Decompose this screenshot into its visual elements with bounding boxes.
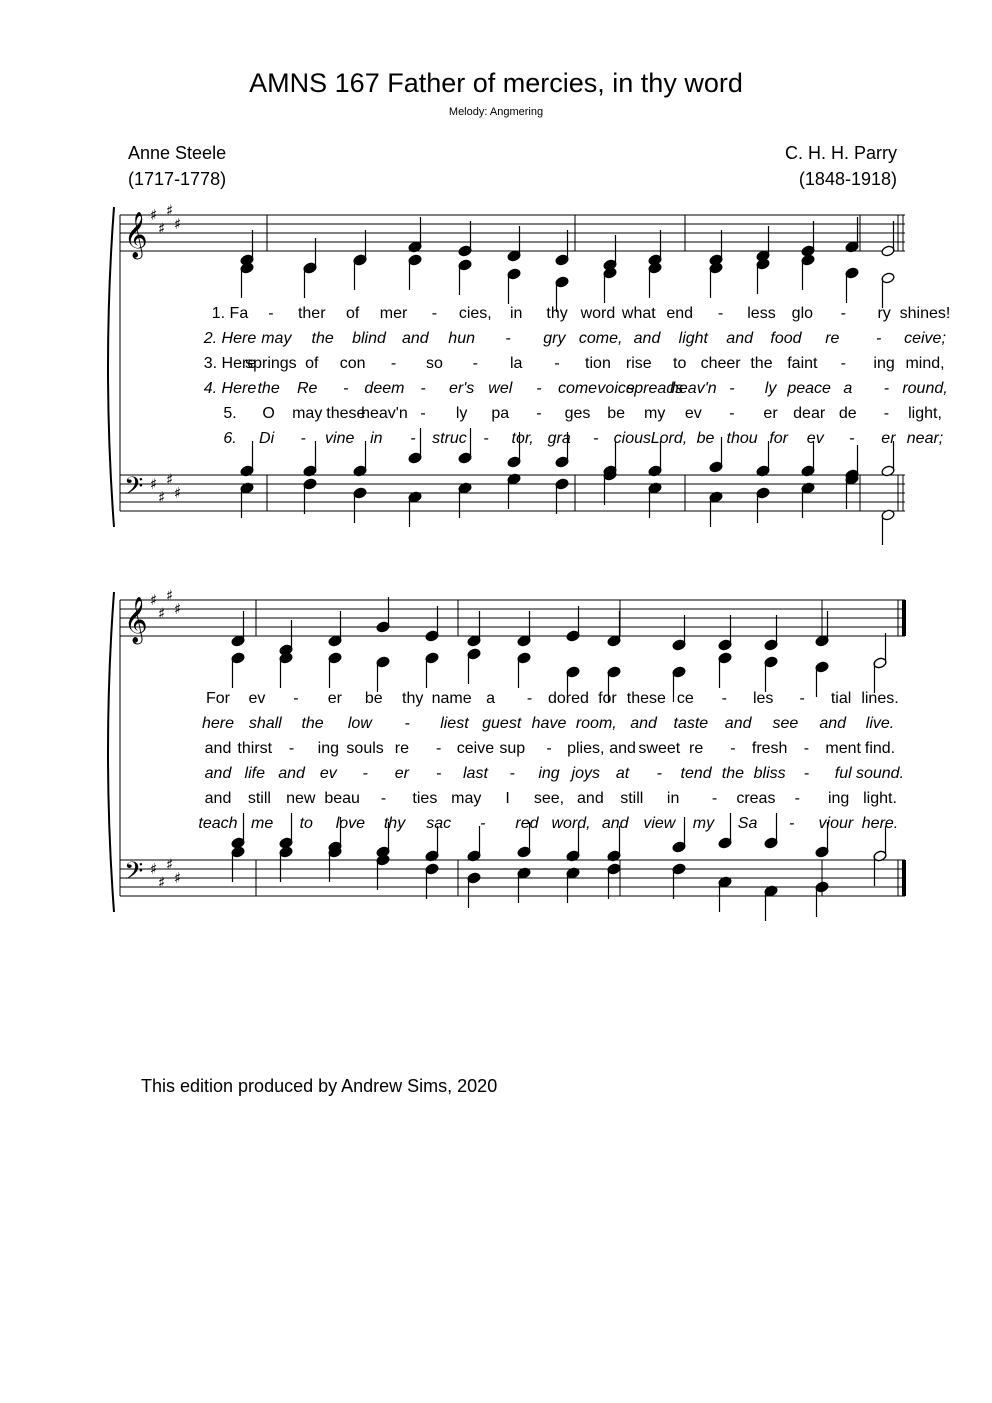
lyric-syllable: -: [404, 715, 410, 732]
lyric-syllable: be: [607, 405, 626, 422]
lyric-syllable: -: [721, 690, 727, 707]
lyric-syllable: con: [339, 355, 366, 372]
lyric-syllable: 3. Here: [203, 355, 257, 372]
lyric-syllable: love: [335, 815, 366, 832]
lyric-syllable: -: [593, 430, 599, 447]
lyric-syllable: thy: [402, 690, 424, 707]
lyric-syllable: view: [643, 815, 676, 832]
lyric-syllable: blind: [352, 330, 386, 347]
lyric-syllable: -: [799, 690, 805, 707]
lyric-syllable: dored: [548, 690, 589, 707]
lyric-syllable: taste: [673, 715, 709, 732]
author-dates: (1717-1778): [128, 169, 227, 189]
lyric-syllable: re: [394, 740, 409, 757]
lyric-syllable: room,: [575, 715, 617, 732]
verse-line-1: [110, 305, 951, 327]
composer-name: C. H. H. Parry: [784, 143, 897, 163]
composer-dates: (1848-1918): [798, 169, 897, 189]
lyric-syllable: tion: [585, 355, 611, 372]
lyric-syllable: round,: [902, 380, 948, 397]
lyric-syllable: thy: [383, 815, 406, 832]
lyric-syllable: me: [251, 815, 274, 832]
lyric-syllable: heav'n: [670, 380, 717, 397]
lyric-syllable: light,: [908, 405, 942, 422]
lyric-syllable: ties: [412, 790, 438, 807]
lyric-syllable: in: [666, 790, 680, 807]
edition-credit: This edition produced by Andrew Sims, 2020: [141, 1076, 498, 1096]
lyric-syllable: may: [292, 405, 323, 422]
verse-line-3: [110, 740, 910, 762]
lyric-syllable: er: [763, 405, 778, 422]
verse-line-6: [110, 430, 944, 452]
lyric-syllable: these: [326, 405, 366, 422]
lyric-syllable: -: [268, 305, 274, 322]
lyric-syllable: to: [299, 815, 313, 832]
verse-line-2: [110, 715, 910, 737]
lyric-syllable: 2. Here: [203, 330, 257, 347]
lyric-syllable: mer: [379, 305, 408, 322]
lyric-syllable: Di: [259, 430, 275, 447]
lyric-syllable: hun: [448, 330, 476, 347]
lyric-syllable: what: [621, 305, 656, 322]
lyric-syllable: gry: [543, 330, 566, 347]
lyric-syllable: see: [772, 715, 799, 732]
lyric-syllable: still: [620, 790, 644, 807]
lyric-syllable: ly: [764, 380, 777, 397]
lyric-syllable: souls: [346, 740, 384, 757]
author-name: Anne Steele: [128, 143, 227, 163]
lyric-syllable: thy: [546, 305, 568, 322]
key-signature-sharp: ♯: [150, 475, 158, 493]
lyric-syllable: and: [630, 715, 657, 732]
lyric-syllable: the: [257, 380, 280, 397]
lyric-syllable: tial: [830, 690, 852, 707]
key-signature-sharp: ♯: [166, 586, 174, 605]
lyric-syllable: -: [420, 380, 426, 397]
lyric-syllable: so: [425, 355, 443, 372]
lyric-syllable: last: [462, 765, 488, 782]
lyric-syllable: -: [509, 765, 515, 782]
lyric-syllable: cies,: [458, 305, 492, 322]
lyric-syllable: the: [721, 765, 744, 782]
lyric-syllable: come,: [578, 330, 623, 347]
lyric-syllable: I: [505, 790, 510, 807]
lyric-syllable: -: [656, 765, 662, 782]
lyric-syllable: -: [293, 690, 299, 707]
lyric-syllable: the: [311, 330, 334, 347]
lyric-syllable: -: [789, 815, 795, 832]
lyric-syllable: -: [840, 305, 846, 322]
lyric-syllable: end: [666, 305, 694, 322]
key-signature-sharp: ♯: [158, 219, 166, 238]
lyric-syllable: find.: [864, 740, 896, 757]
lyric-syllable: in: [509, 305, 523, 322]
lyric-syllable: and: [609, 740, 636, 757]
lyric-syllable: guest: [482, 715, 522, 732]
lyric-syllable: new: [286, 790, 316, 807]
lyric-syllable: -: [410, 430, 416, 447]
lyric-syllable: ing: [827, 790, 850, 807]
music-system-2: [110, 585, 910, 945]
lyric-syllable: food: [770, 330, 802, 347]
key-signature-sharp: ♯: [166, 201, 174, 220]
lyric-syllable: re: [688, 740, 704, 757]
lyric-syllable: deem: [364, 380, 405, 397]
verse-line-5: [110, 405, 942, 427]
lyric-syllable: -: [505, 330, 511, 347]
lyric-syllable: spreads: [626, 380, 684, 397]
lyric-syllable: -: [875, 330, 882, 347]
lyric-syllable: wel: [488, 380, 513, 397]
lyric-syllable: -: [729, 405, 735, 422]
lyric-syllable: and: [278, 765, 305, 782]
verse-line-3: [110, 355, 945, 377]
key-signature-sharp: ♯: [158, 604, 166, 623]
lyric-syllable: ev: [248, 690, 266, 707]
lyric-syllable: ing: [873, 355, 895, 372]
key-signature-sharp: ♯: [158, 488, 166, 507]
lyric-syllable: the: [301, 715, 324, 732]
lyric-syllable: -: [883, 405, 890, 422]
lyric-syllable: my: [644, 405, 666, 422]
lyric-syllable: word,: [551, 815, 591, 832]
lyric-syllable: la: [509, 355, 523, 372]
lyric-syllable: -: [711, 790, 718, 807]
verse-line-5: [110, 790, 910, 812]
bass-clef: 𝄢: [124, 857, 144, 892]
lyric-syllable: -: [849, 430, 855, 447]
lyric-syllable: For: [206, 690, 230, 707]
lyric-syllable: de: [838, 405, 857, 422]
lyric-syllable: peace: [787, 380, 831, 397]
lyric-syllable: er's: [449, 380, 475, 397]
lyric-syllable: ry: [877, 305, 891, 322]
verse-line-4: [110, 380, 948, 402]
lyric-syllable: -: [380, 790, 387, 807]
treble-clef: 𝄞: [124, 212, 148, 258]
lyric-syllable: and: [401, 330, 429, 347]
lyric-syllable: ing: [538, 765, 560, 782]
key-signature-sharp: ♯: [174, 484, 182, 502]
lyric-syllable: tor,: [511, 430, 534, 447]
lyric-syllable: beau: [324, 790, 360, 807]
lyric-syllable: a: [843, 380, 853, 397]
lyric-syllable: and: [601, 815, 629, 832]
lyric-syllable: plies,: [567, 740, 605, 757]
key-signature-sharp: ♯: [174, 869, 182, 887]
lyric-syllable: -: [362, 765, 368, 782]
lyric-syllable: vine: [325, 430, 355, 447]
key-signature-sharp: ♯: [166, 470, 174, 489]
lyric-syllable: lines.: [861, 690, 899, 707]
lyric-syllable: ment: [825, 740, 862, 757]
lyric-syllable: ly: [455, 405, 468, 422]
lyric-syllable: joys: [571, 765, 600, 782]
lyric-syllable: bliss: [753, 765, 786, 782]
lyric-syllable: thirst: [237, 740, 273, 757]
lyric-syllable: here.: [861, 815, 899, 832]
lyric-syllable: O: [262, 405, 275, 422]
lyric-syllable: glo: [791, 305, 814, 322]
lyric-syllable: -: [343, 380, 349, 397]
lyric-syllable: ev: [684, 405, 702, 422]
key-signature-sharp: ♯: [150, 860, 158, 878]
lyric-syllable: a: [486, 690, 496, 707]
bass-clef: 𝄢: [124, 472, 144, 507]
lyric-syllable: struc: [432, 430, 467, 447]
lyric-syllable: -: [803, 765, 810, 782]
lyric-syllable: voice: [597, 380, 635, 397]
lyric-syllable: come: [557, 380, 598, 397]
lyric-syllable: light.: [863, 790, 897, 807]
lyric-syllable: sound.: [855, 765, 905, 782]
lyric-syllable: ing: [317, 740, 340, 757]
lyric-syllable: Re: [296, 380, 318, 397]
treble-clef: 𝄞: [124, 597, 148, 643]
lyric-syllable: the: [750, 355, 773, 372]
music-system-1: [110, 200, 951, 560]
lyric-syllable: may: [261, 330, 292, 347]
lyric-syllable: be: [696, 430, 715, 447]
lyric-syllable: word: [580, 305, 616, 322]
lyric-syllable: faint: [787, 355, 818, 372]
melody-name: Melody: Angmering: [448, 106, 544, 118]
lyric-syllable: and: [204, 790, 232, 807]
lyric-syllable: -: [288, 740, 295, 757]
lyric-syllable: have: [531, 715, 567, 732]
lyric-syllable: -: [717, 305, 724, 322]
lyric-syllable: sac: [426, 815, 452, 832]
author-credit: [128, 140, 226, 192]
lyric-syllable: Sa: [737, 815, 758, 832]
lyric-syllable: dear: [793, 405, 826, 422]
verse-line-6: [110, 815, 910, 837]
lyric-syllable: may: [451, 790, 482, 807]
lyric-syllable: and: [726, 330, 754, 347]
lyric-syllable: ther: [297, 305, 326, 322]
lyric-syllable: -: [536, 380, 542, 397]
lyric-syllable: fresh: [751, 740, 788, 757]
lyric-syllable: and: [577, 790, 604, 807]
lyric-syllable: -: [431, 305, 438, 322]
lyric-syllable: ges: [564, 405, 591, 422]
final-bar-line: [902, 860, 906, 896]
lyric-syllable: sweet: [638, 740, 681, 757]
lyric-syllable: light: [678, 330, 709, 347]
page-title: AMNS 167 Father of mercies, in thy word: [249, 68, 743, 98]
lyric-syllable: thou: [726, 430, 758, 447]
lyric-syllable: and: [633, 330, 661, 347]
lyric-syllable: -: [483, 430, 489, 447]
lyric-syllable: be: [364, 690, 383, 707]
lyric-syllable: -: [536, 405, 542, 422]
lyric-syllable: ceive;: [904, 330, 946, 347]
lyric-syllable: -: [730, 740, 736, 757]
lyric-syllable: rise: [625, 355, 652, 372]
lyric-syllable: near;: [906, 430, 944, 447]
lyric-syllable: cheer: [700, 355, 741, 372]
lyric-syllable: er: [881, 430, 896, 447]
key-signature-sharp: ♯: [174, 600, 182, 618]
lyric-syllable: live.: [865, 715, 895, 732]
lyric-syllable: my: [692, 815, 715, 832]
lyric-syllable: -: [526, 690, 533, 707]
key-signature-sharp: ♯: [166, 855, 174, 874]
lyric-syllable: Lord,: [650, 430, 688, 447]
lyric-syllable: -: [300, 430, 306, 447]
final-bar-line: [902, 600, 906, 636]
lyric-syllable: ev: [319, 765, 337, 782]
lyric-syllable: less: [747, 305, 776, 322]
lyric-syllable: ful: [834, 765, 852, 782]
lyric-syllable: tend: [680, 765, 712, 782]
lyric-syllable: heav'n: [361, 405, 408, 422]
lyric-syllable: -: [729, 380, 735, 397]
lyric-syllable: shall: [248, 715, 282, 732]
verse-line-4: [110, 765, 910, 787]
lyric-syllable: -: [435, 740, 442, 757]
lyric-syllable: -: [803, 740, 810, 757]
lyric-syllable: ceive: [456, 740, 495, 757]
lyric-syllable: er: [394, 765, 409, 782]
key-signature-sharp: ♯: [150, 206, 158, 224]
lyric-syllable: les: [752, 690, 774, 707]
lyric-syllable: red: [515, 815, 539, 832]
lyric-syllable: and: [204, 740, 232, 757]
lyric-syllable: low: [347, 715, 372, 732]
lyric-syllable: gra: [547, 430, 571, 447]
lyric-syllable: er: [327, 690, 342, 707]
key-signature-sharp: ♯: [174, 215, 182, 233]
lyric-syllable: -: [554, 355, 560, 372]
lyric-syllable: here: [201, 715, 235, 732]
lyric-syllable: shines!: [899, 305, 951, 322]
lyric-syllable: in: [370, 430, 383, 447]
verse-line-2: [110, 330, 946, 352]
lyric-syllable: these: [626, 690, 666, 707]
lyric-syllable: 4. Here: [203, 380, 257, 397]
lyric-syllable: -: [840, 355, 846, 372]
lyric-syllable: -: [546, 740, 552, 757]
verse-line-1: [110, 690, 910, 712]
lyric-syllable: and: [724, 715, 752, 732]
lyric-syllable: and: [819, 715, 847, 732]
lyric-syllable: viour: [818, 815, 854, 832]
lyric-syllable: -: [794, 790, 800, 807]
lyric-syllable: still: [247, 790, 271, 807]
lyric-syllable: sup: [499, 740, 526, 757]
lyric-syllable: 1. Fa: [211, 305, 249, 322]
lyric-syllable: at: [615, 765, 630, 782]
lyric-syllable: -: [480, 815, 486, 832]
lyric-syllable: -: [420, 405, 426, 422]
lyric-syllable: liest: [440, 715, 469, 732]
lyric-syllable: of: [305, 355, 319, 372]
lyric-syllable: for: [769, 430, 789, 447]
lyric-syllable: for: [598, 690, 617, 707]
lyric-syllable: and: [204, 765, 232, 782]
key-signature-sharp: ♯: [150, 591, 158, 609]
lyric-syllable: -: [472, 355, 478, 372]
lyric-syllable: pa: [491, 405, 510, 422]
lyric-syllable: mind,: [905, 355, 945, 372]
lyric-syllable: ev: [806, 430, 824, 447]
lyric-syllable: of: [345, 305, 360, 322]
lyric-syllable: see,: [533, 790, 565, 807]
lyric-syllable: to: [673, 355, 687, 372]
lyric-syllable: creas: [736, 790, 776, 807]
lyric-syllable: cious: [613, 430, 652, 447]
composer-credit: [785, 140, 897, 192]
lyric-syllable: teach: [198, 815, 238, 832]
lyric-syllable: 5.: [223, 405, 237, 422]
lyric-syllable: life: [244, 765, 265, 782]
lyric-syllable: ce: [676, 690, 694, 707]
lyric-syllable: 6.: [223, 430, 237, 447]
lyric-syllable: -: [435, 765, 442, 782]
lyric-syllable: -: [883, 380, 890, 397]
lyric-syllable: re: [825, 330, 840, 347]
lyric-syllable: springs: [245, 355, 297, 372]
lyric-syllable: name: [431, 690, 472, 707]
lyric-syllable: -: [390, 355, 397, 372]
key-signature-sharp: ♯: [158, 873, 166, 892]
